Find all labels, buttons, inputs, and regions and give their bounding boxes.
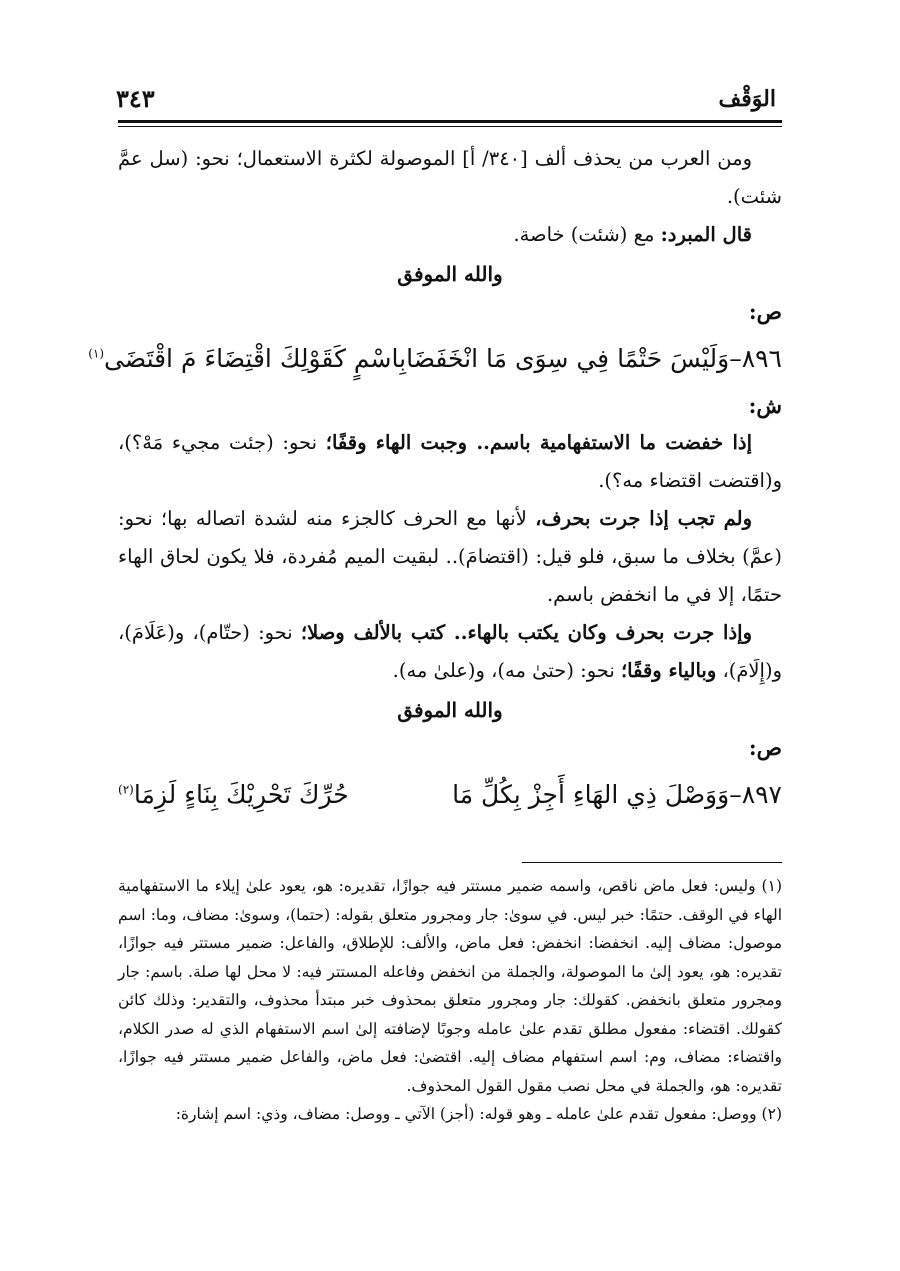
section-label-text: ص:	[748, 299, 782, 324]
rule-statement: ولم تجب إذا جرت بحرف،	[535, 507, 752, 530]
header-rule-thick	[118, 120, 782, 123]
rule-statement: إذا خفضت ما الاستفهامية باسم.. وجبت الهاء وقفًا؛	[325, 431, 752, 454]
speaker-label: قال المبرد:	[660, 223, 752, 246]
verse-second-hemistich	[88, 336, 406, 382]
section-label-text: ص:	[748, 735, 782, 760]
verse-first-hemistich: ٨٩٦–وَلَيْسَ حَتْمًا فِي سِوَى مَا انْخَفَضَا	[406, 344, 782, 373]
footnote-separator	[522, 862, 782, 863]
verse-second-hemistich	[118, 772, 349, 818]
verse-897	[118, 772, 782, 818]
section-label-commentary: ش:	[748, 393, 782, 418]
chapter-title: الوَقْف	[718, 86, 776, 112]
paragraph-text: نحو: (حتىٰ مه)، و(علىٰ مه).	[392, 659, 621, 682]
verse-896	[88, 336, 782, 382]
page-number: ٣٤٣	[116, 84, 155, 113]
footnote-ref: (٢)	[118, 782, 134, 797]
paragraph	[118, 216, 782, 254]
rule-statement: وبالياء وقفًا؛	[620, 659, 717, 682]
paragraph	[118, 500, 782, 614]
verse-first-hemistich: ٨٩٧–وَوَصْلَ ذِي الهَاءِ أَجِزْ بِكُلِّ مَا	[452, 780, 782, 809]
verse-second-hemistich-text: حُرِّكَ تَحْرِيْكَ بِنَاءٍ لَزِمَا	[133, 780, 349, 809]
footnote-2: (٢) ووصل: مفعول تقدم علىٰ عامله ـ وهو قوله: (أجز) الآتي ـ ووصل: مضاف، وذي: اسم إشارة:	[175, 1105, 782, 1123]
paragraph-text: مع (شئت) خاصة.	[513, 223, 661, 246]
paragraph-text: لأنها مع الحرف كالجزء منه لشدة اتصاله بها؛ نحو: (عمَّ) بخلاف ما سبق، فلو قيل: (اقتضامَ).. لبقيت الميم مُفردة، فلا يكون لحاق الهاء حتمًا، إلا في ما انخفض باسم.	[118, 507, 782, 606]
footnotes	[118, 872, 782, 1129]
header-rule-thin	[118, 126, 782, 127]
footnote-1: (١) وليس: فعل ماض ناقص، واسمه ضمير مستتر فيه جوازًا، تقديره: هو، يعود علىٰ إيلاء ما الاستفهامية الهاء في الوقف. حتمًا: خبر ليس. في سوىٰ: جار ومجرور متعلق بقوله: (حتما)، وسوىٰ: مضاف، وما: اسم موصول: مضاف إليه. انخفضا: انخفض: فعل ماض، والألف: للإطلاق، والفاعل: ضمير مستتر فيه جوازًا، تقديره: هو، يعود إلىٰ ما الموصولة، والجملة من انخفض وفاعله المستتر فيه: لا محل لها صلة. باسم: جار ومجرور متعلق بانخفض. كقولك: جار ومجرور متعلق بمحذوف خبر مبتدأ محذوف، والتقدير: وذلك كائن كقولك. اقتضاء: مفعول مطلق تقدم علىٰ عامله وجوبًا لإضافته إلىٰ اسم الاستفهام الذي له صدر الكلام، واقتضاء: مضاف، وم: اسم استفهام مضاف إليه. اقتضىٰ: فعل ماض، والفاعل ضمير مستتر فيه جوازًا، تقديره: هو، والجملة في محل نصب مقول القول المحذوف.	[118, 877, 782, 1095]
verse-second-hemistich-text: بِاسْمٍ كَقَوْلِكَ اقْتِضَاءَ مَ اقْتَضَى	[104, 344, 407, 373]
main-text	[88, 140, 782, 824]
paragraph	[118, 614, 782, 690]
paragraph: ومن العرب من يحذف ألف [٣٤٠/ أ] الموصولة لكثرة الاستعمال؛ نحو: (سل عمَّ شئت).	[118, 147, 782, 208]
rule-statement: وإذا جرت بحرف وكان يكتب بالهاء.. كتب بالألف وصلا؛	[300, 621, 752, 644]
footnote-ref: (١)	[88, 346, 105, 361]
closing-formula: والله الموفق	[397, 698, 503, 722]
paragraph-text: نحو: (حتّام)، و(عَلَامَ)، و(إِلَامَ)،	[118, 621, 782, 682]
paragraph	[118, 424, 782, 500]
closing-formula: والله الموفق	[397, 262, 503, 286]
paragraph-text: نحو: (جئت مجيء مَهْ؟)، و(اقتضت اقتضاء مه؟).	[118, 431, 782, 492]
